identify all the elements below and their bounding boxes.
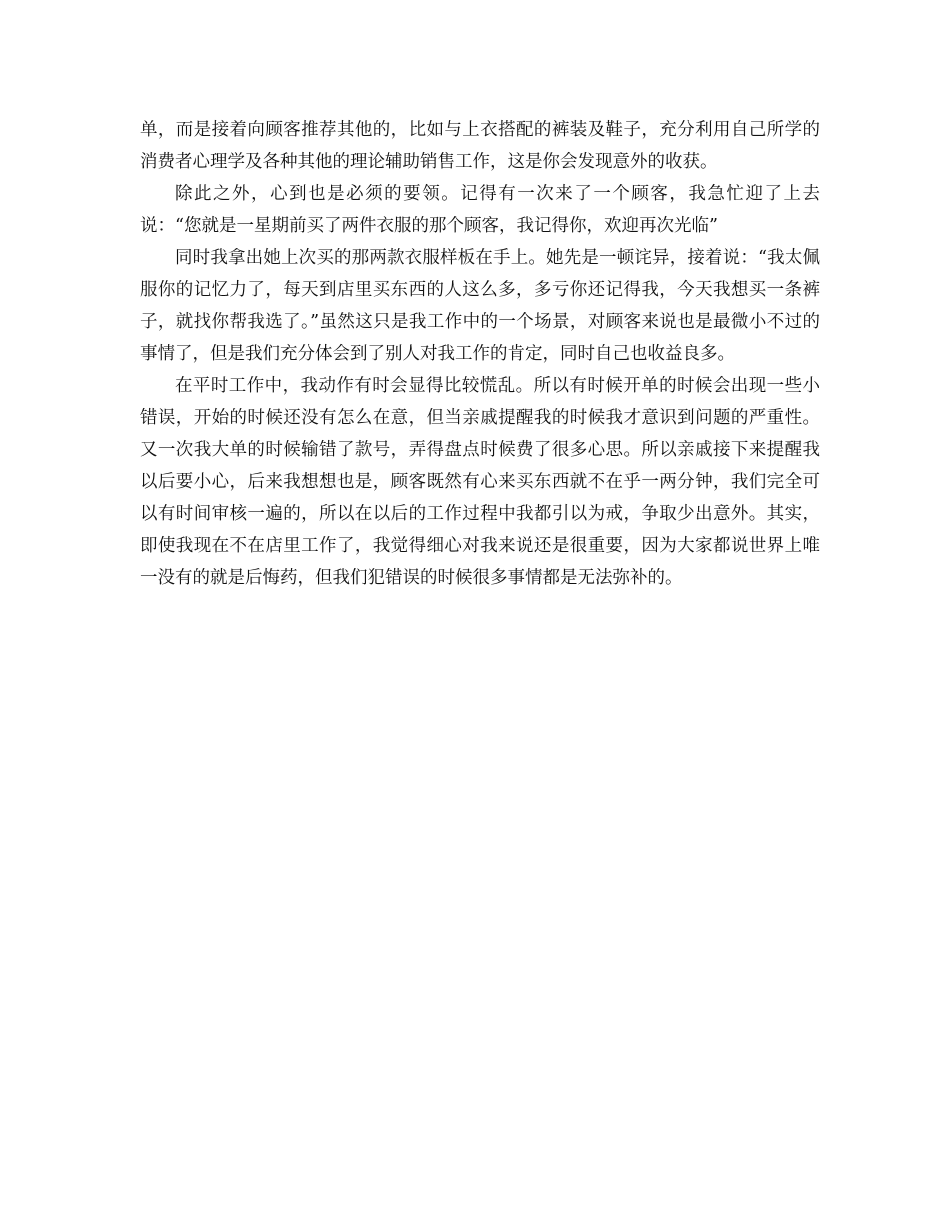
document-body (140, 114, 820, 594)
paragraph-3: 同时我拿出她上次买的那两款衣服样板在手上。她先是一顿诧异，接着说：“我太佩服你的记忆力了，每天到店里买东西的人这么多，多亏你还记得我，今天我想买一条裤子，就找你帮我选了。”虽然这只是我工作中的一个场景，对顾客来说也是最微小不过的事情了，但是我们充分体会到了别人对我工作的肯定，同时自己也收益良多。 (140, 248, 820, 364)
paragraph-4: 在平时工作中，我动作有时会显得比较慌乱。所以有时候开单的时候会出现一些小错误，开始的时候还没有怎么在意，但当亲戚提醒我的时候我才意识到问题的严重性。又一次我大单的时候输错了款号，弄得盘点时候费了很多心思。所以亲戚接下来提醒我以后要小心，后来我想想也是，顾客既然有心来买东西就不在乎一两分钟，我们完全可以有时间审核一遍的，所以在以后的工作过程中我都引以为戒，争取少出意外。其实，即使我现在不在店里工作了，我觉得细心对我来说还是很重要，因为大家都说世界上唯一没有的就是后悔药，但我们犯错误的时候很多事情都是无法弥补的。 (140, 376, 820, 588)
paragraph-2: 除此之外，心到也是必须的要领。记得有一次来了一个顾客，我急忙迎了上去说：“您就是一星期前买了两件衣服的那个顾客，我记得你，欢迎再次光临” (140, 184, 820, 236)
paragraph-1: 单，而是接着向顾客推荐其他的，比如与上衣搭配的裤装及鞋子，充分利用自己所学的消费者心理学及各种其他的理论辅助销售工作，这是你会发现意外的收获。 (140, 120, 820, 172)
